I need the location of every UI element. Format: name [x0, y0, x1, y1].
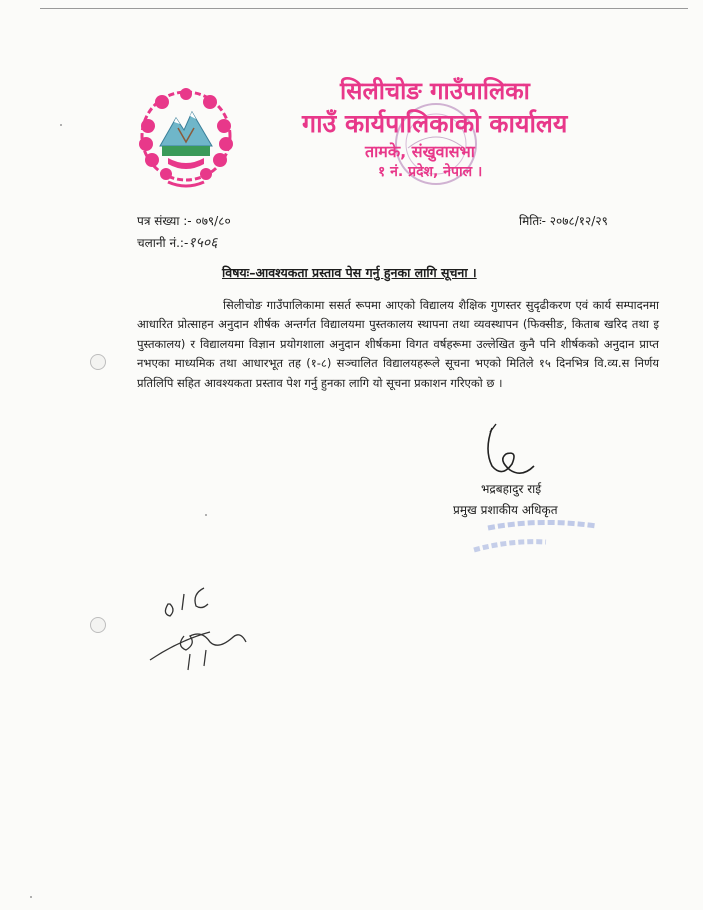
signature-icon: [476, 420, 546, 480]
punch-hole: [90, 354, 106, 370]
dispatch-label: चलानी नं.:-: [137, 236, 189, 250]
province-country: १ नं. प्रदेश, नेपाल ।: [378, 164, 483, 180]
punch-hole: [90, 617, 106, 633]
letter-body: सिलीचोङ गाउँपालिकामा ससर्त रूपमा आएको विद्यालय शैक्षिक गुणस्तर सुदृढीकरण एवं कार्य सम्पादनमा आधारित प्रोत्साहन अनुदान शीर्षक अन्तर्गत विद्यालयमा पुस्तकालय स्थापना तथा व्यवस्थापन (फिक्सीङ, किताब खरिद तथा इ पुस्तकालय) र विद्यालयमा विज्ञान प्रयोगशाला अनुदान शीर्षकमा विगत वर्षहरूमा उल्लेखित कुनै पनि शीर्षकको अनुदान प्राप्त नभएका माध्यमिक तथा आधारभूत तह (१-८) सञ्चालित विद्यालयहरूले सूचना भएको मितिले १५ दिनभित्र वि.व्य.स निर्णय प्रतिलिपि सहित आवश्यकता प्रस्ताव पेश गर्नु हुनका लागि यो सूचना प्रकाशन गरिएको छ ।: [137, 298, 659, 390]
signatory-title: प्रमुख प्रशाकीय अधिकृत: [453, 503, 558, 517]
speck: [30, 896, 32, 898]
letter-date: मितिः- २०७८/१२/२९: [519, 214, 608, 228]
municipality-name: सिलीचोङ गाउँपालिका: [340, 77, 530, 105]
signatory-name: भद्रबहादुर राई: [481, 482, 542, 496]
dispatch-number: [137, 233, 217, 252]
nepal-emblem-icon: [138, 86, 234, 190]
office-name: गाउँ कार्यपालिकाको कार्यालय: [302, 109, 568, 138]
top-rule: [40, 8, 688, 9]
office-address: तामके, संखुवासभा: [365, 142, 475, 161]
speck: [60, 124, 62, 126]
dispatch-value: १५०६: [188, 235, 218, 251]
letter-subject: विषयः–आवश्यकता प्रस्ताव पेस गर्नु हुनका लागि सूचना ।: [222, 265, 477, 280]
speck: [205, 514, 207, 516]
handwritten-note-icon: [140, 580, 260, 690]
reference-number: पत्र संख्या :- ०७९/८०: [137, 214, 231, 228]
official-stamp-icon: [470, 508, 600, 560]
